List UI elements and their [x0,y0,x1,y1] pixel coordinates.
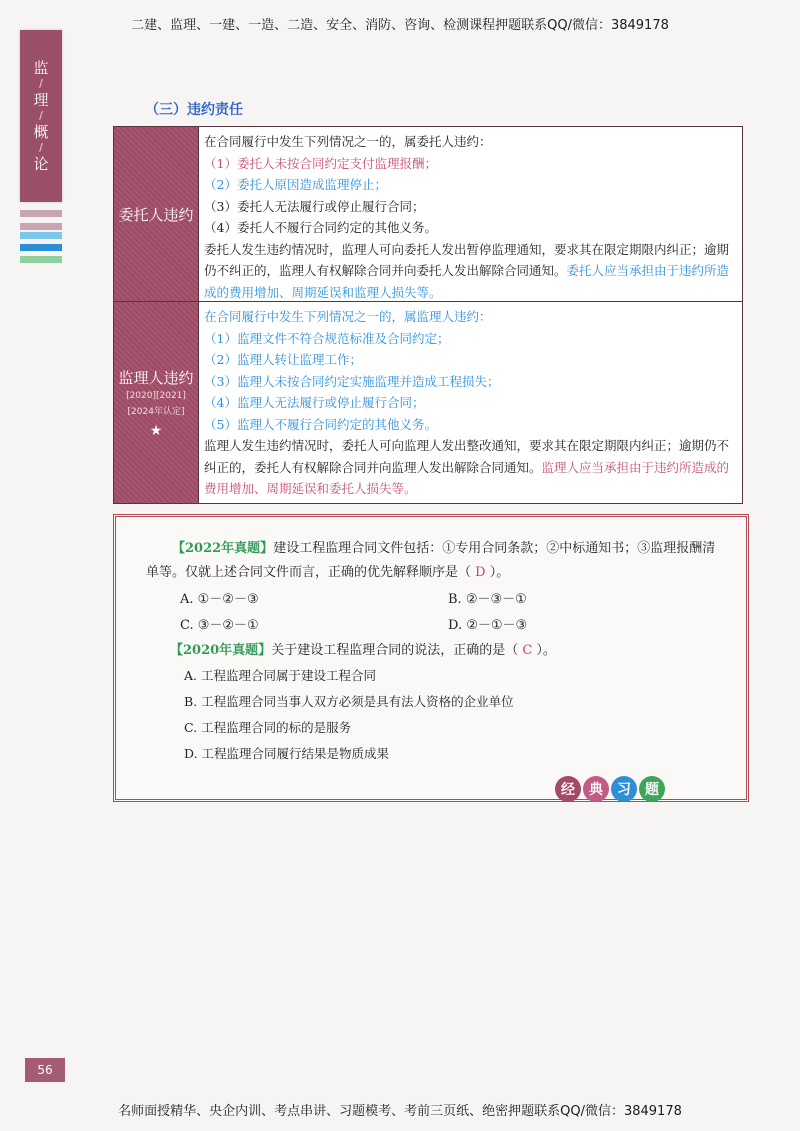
paragraph-main: 监理人发生违约情况时，委托人可向监理人发出整改通知，要求其在限定期限内纠正；逾期仍不纠正的，委托人有权解除合同并向监理人发出解除合同通知。 [204,438,730,475]
content-line: （3）监理人未按合同约定实施监理并造成工程损失； [204,373,500,389]
classic-exercise-frame [113,514,749,802]
row-label: 委托人违约 [118,205,194,224]
content-line: （2）委托人原因造成监理停止； [204,177,387,192]
content-line: （3）委托人无法履行或停止履行合同； [204,198,425,214]
content-line: 在合同履行中发生下列情况之一的，属监理人违约： [204,309,492,324]
option: C. 工程监理合同的标的是服务 [184,720,352,735]
badge-char: 典 [583,776,609,802]
content-line: （5）监理人不履行合同约定的其他义务。 [204,416,437,432]
content-line: （4）委托人不履行合同约定的其他义务。 [204,220,437,235]
exercise-content [146,537,716,767]
badge-char: 题 [639,776,665,802]
row-content-cell [204,131,736,303]
side-tab-char: 论 [33,155,49,173]
exam-years-2024: [2024年认定] [127,406,185,417]
star-icon: ★ [149,422,163,439]
option-row [146,587,716,613]
option: D. 工程监理合同履行结果是物质成果 [184,746,390,761]
question-answer: C [518,643,537,658]
option: D. ②－①－③ [448,618,528,633]
color-stripe [20,210,62,217]
option: A. 工程监理合同属于建设工程合同 [184,668,376,683]
side-tab-char: 概 [33,123,49,141]
question-tag: 【2020年真题】 [170,643,272,658]
option: C. ③－②－① [180,618,259,633]
side-tab-char: 理 [33,91,49,109]
paragraph-highlight: 委托人应当承担由于违约所造成的费用增加、周期延误和监理人损失等。 [204,263,730,300]
table-row-supervisor-breach [114,302,742,503]
question-stem: 关于建设工程监理合同的说法，正确的是（ [271,643,519,658]
page-number: 56 [25,1058,65,1082]
side-tab-char: 监 [33,59,49,77]
footer-banner: 名师面授精华、央企内训、考点串讲、习题模考、考前三页纸、绝密押题联系QQ/微信：3849178 [118,1104,682,1119]
question-1 [146,537,716,585]
question-tag: 【2022年真题】 [172,541,274,556]
breach-liability-table [113,126,743,504]
color-stripe [20,244,62,251]
question-stem-end: ）。 [536,643,556,658]
badge-char: 习 [611,776,637,802]
row-content-cell [204,306,736,500]
question-stem: 建设工程监理合同文件包括：①专用合同条款；②中标通知书；③监理报酬清单等。仅就上述合同文件而言，正确的优先解释顺序是（ [146,541,716,580]
question-2 [146,639,716,663]
option-list [146,663,716,767]
question-answer: D [471,565,490,580]
option: B. 工程监理合同当事人双方必须是具有法人资格的企业单位 [184,694,514,709]
option-row [146,613,716,639]
content-line: （1）委托人未按合同约定支付监理报酬； [204,155,437,171]
chapter-side-tab: 监 / 理 / 概 / 论 [20,30,62,202]
content-line: （2）监理人转让监理工作； [204,352,362,367]
badge-char: 经 [555,776,581,802]
content-paragraph [204,239,736,304]
table-row-client-breach [114,127,742,302]
option: B. ②－③－① [448,592,527,607]
content-line: （4）监理人无法履行或停止履行合同； [204,395,425,410]
paragraph-highlight: 监理人应当承担由于违约所造成的费用增加、周期延误和委托人损失等。 [204,459,730,496]
question-stem-end: ）。 [489,565,510,580]
paragraph-main: 委托人发生违约情况时，监理人可向委托人发出暂停监理通知，要求其在限定期限内纠正；逾期仍不纠正的，监理人有权解除合同并向委托人发出解除合同通知。 [204,241,730,278]
color-stripe [20,256,62,263]
exam-years: [2020][2021] [126,390,186,401]
color-stripe [20,232,62,239]
row-label-cell [114,127,199,301]
content-line: （1）监理文件不符合规范标准及合同约定； [204,330,450,346]
content-line: 在合同履行中发生下列情况之一的，属委托人违约： [204,134,492,149]
color-stripe [20,223,62,230]
section-title: （三）违约责任 [145,102,243,118]
option: A. ①－②－③ [180,592,259,607]
row-label: 监理人违约 [118,368,194,387]
classic-exercise-badge [555,776,667,802]
content-paragraph [204,435,736,500]
row-label-cell [114,302,199,503]
header-banner: 二建、监理、一建、一造、二造、安全、消防、咨询、检测课程押题联系QQ/微信：3849178 [131,18,669,33]
